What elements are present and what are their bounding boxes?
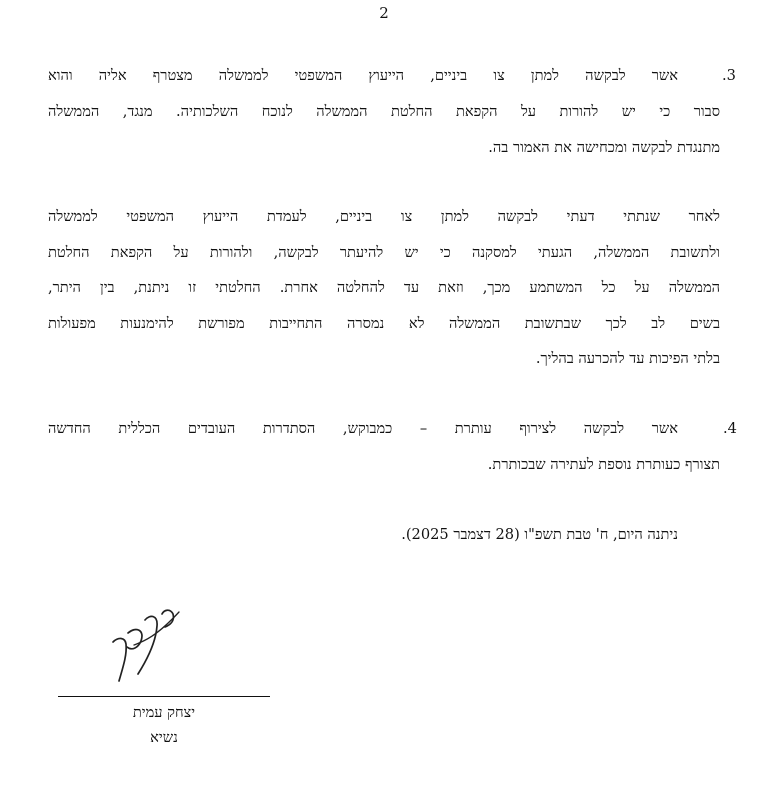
ruling-line-3: הממשלה על כל המשתמע מכך, וזאת עד להחלטה אחרת. החלטתי זו ניתנת, בין היתר, [48, 279, 720, 296]
page-number: 2 [379, 4, 389, 22]
ruling-line-5: בלתי הפיכות עד להכרעה בהליך. [535, 350, 720, 367]
item-4-line-1: אשר לבקשה לצירוף עותרת – כמבוקש, הסתדרות העובדים הכללית החדשה [48, 420, 678, 437]
ruling-line-4: בשים לב לכך שבתשובת הממשלה לא נמסרה התחייבות מפורשת להימנעות מפעולות [48, 315, 720, 332]
item-number-3: .3 [722, 67, 736, 84]
given-date: ניתנה היום, ח' טבת תשפ"ו (28 דצמבר 2025). [401, 526, 678, 543]
item-4-line-2: תצורף כעותרת נוספת לעתירה שבכותרת. [487, 456, 720, 473]
signer-title: נשיא [150, 729, 178, 746]
item-3-line-3: מתנגדת לבקשה ומכחישה את האמור בה. [488, 139, 720, 156]
ruling-line-2: ולתשובת הממשלה, הגעתי למסקנה כי יש להיעתר לבקשה, ולהורות על הקפאת החלטת [48, 244, 720, 261]
signature-line [58, 696, 270, 697]
item-3-line-1: אשר לבקשה למתן צו ביניים, הייעוץ המשפטי לממשלה מצטרף אליה והוא [48, 67, 678, 84]
signer-name: יצחק עמית [132, 704, 196, 721]
item-3-line-2: סבור כי יש להורות על הקפאת החלטת הממשלה לנוכח השלכותיה. מנגד, הממשלה [48, 103, 720, 120]
handwritten-signature [108, 598, 188, 688]
item-number-4: .4 [723, 420, 737, 437]
ruling-line-1: לאחר שנתתי דעתי לבקשה למתן צו ביניים, לעמדת הייעוץ המשפטי לממשלה [48, 208, 720, 225]
